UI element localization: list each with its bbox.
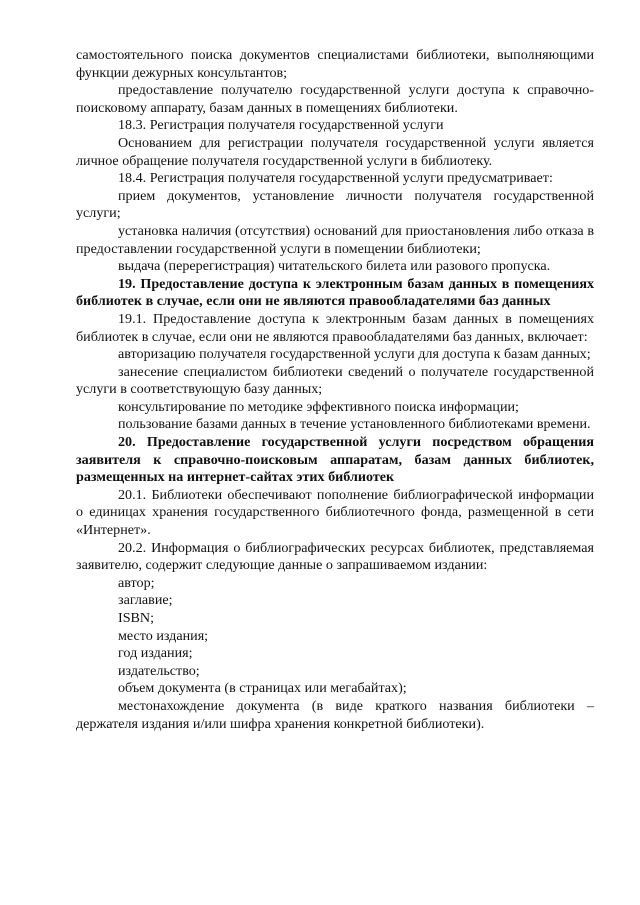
list-item: объем документа (в страницах или мегабайтах);	[118, 680, 407, 697]
list-item: год издания;	[118, 645, 193, 662]
section-heading: 20. Предоставление государственной услуги посредством обращения заявителя к справочно-поисковым аппаратам, базам данных библиотек, размещенных на интернет-сайтах этих библиотек	[76, 434, 594, 486]
paragraph: авторизацию получателя государственной услуги для доступа к базам данных;	[118, 346, 591, 363]
list-item: заглавие;	[118, 592, 173, 609]
list-item: автор;	[118, 574, 155, 591]
paragraph: 19.1. Предоставление доступа к электронным базам данных в помещениях библиотек в случае, если они не являются правообладателями баз данных, включает:	[76, 310, 594, 345]
paragraph: 20.1. Библиотеки обеспечивают пополнение библиографической информации о единицах хранения государственного библиотечного фонда, размещенной в сети «Интернет».	[76, 486, 594, 539]
paragraph: консультирование по методике эффективного поиска информации;	[118, 398, 519, 415]
paragraph: выдача (перерегистрация) читательского билета или разового пропуска.	[118, 258, 551, 275]
paragraph: Основанием для регистрации получателя государственной услуги является личное обращение получателя государственной услуги в библиотеку.	[76, 134, 594, 169]
paragraph: 20.2. Информация о библиографических ресурсах библиотек, представляемая заявителю, содержит следующие данные о запрашиваемом издании:	[76, 539, 594, 574]
paragraph: предоставление получателю государственной услуги доступа к справочно-поисковому аппарату, базам данных в помещениях библиотеки.	[76, 82, 594, 116]
list-item: ISBN;	[118, 610, 155, 626]
section-heading: 19. Предоставление доступа к электронным базам данных в помещениях библиотек в случае, если они не являются правообладателями баз данных	[76, 275, 594, 310]
paragraph: занесение специалистом библиотеки сведений о получателе государственной услуги в соответствующую базу данных;	[76, 363, 594, 398]
paragraph: установка наличия (отсутствия) оснований для приостановления либо отказа в предоставлении государственной услуги в помещении библиотеки;	[76, 222, 594, 257]
document-page	[76, 47, 594, 733]
paragraph: пользование базами данных в течение установленного библиотеками времени.	[118, 416, 591, 433]
list-item: издательство;	[118, 662, 200, 679]
list-item: местонахождение документа (в виде краткого названия библиотеки – держателя издания и/или шифра хранения конкретной библиотеки).	[76, 697, 594, 732]
section-heading: 18.4. Регистрация получателя государственной услуги предусматривает:	[118, 170, 553, 187]
list-item: место издания;	[118, 627, 209, 644]
paragraph: прием документов, установление личности получателя государственной услуги;	[76, 187, 594, 222]
section-heading: 18.3. Регистрация получателя государственной услуги	[118, 117, 444, 134]
paragraph: самостоятельного поиска документов специалистами библиотеки, выполняющими функции дежурных консультантов;	[76, 47, 594, 81]
